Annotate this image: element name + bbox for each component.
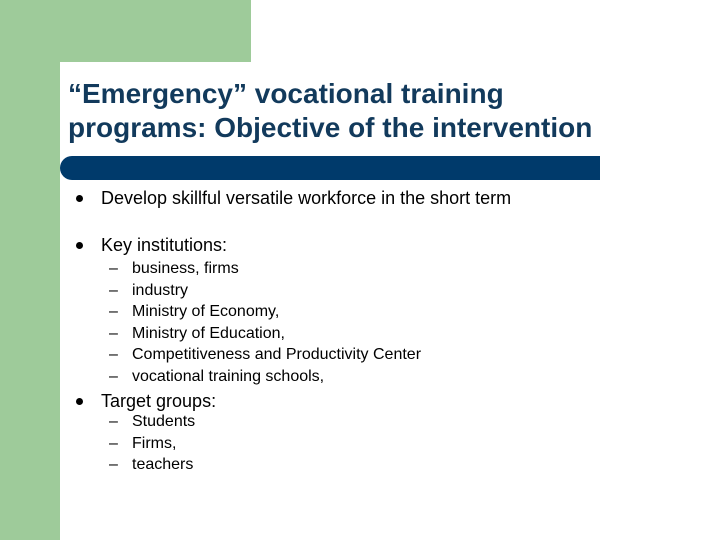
dash-icon: – <box>109 260 118 277</box>
sub-item-text: business, firms <box>132 260 239 277</box>
dash-icon: – <box>109 281 118 299</box>
sub-item-text: teachers <box>132 456 194 473</box>
sub-item-text: Ministry of Economy, <box>132 303 280 320</box>
sub-item-text: Competitiveness and Productivity Center <box>132 346 422 363</box>
dash-icon: – <box>109 456 118 473</box>
sub-item-text: vocational training schools, <box>132 367 325 385</box>
dash-icon: – <box>109 346 118 363</box>
dash-icon: – <box>109 434 118 452</box>
bullet-dot-icon <box>76 242 83 249</box>
top-accent-block <box>0 0 251 62</box>
dash-icon: – <box>109 324 118 342</box>
sub-item-text: Students <box>132 413 196 430</box>
sub-item-text: Firms, <box>132 434 177 452</box>
bullet-text: Develop skillful versatile workforce in the short term <box>101 188 512 208</box>
slide-title-line-2: programs: Objective of the intervention <box>68 112 593 143</box>
bullet-dot-icon <box>76 195 83 202</box>
bullet-text: Target groups: <box>101 391 217 411</box>
sub-item-text: Ministry of Education, <box>132 324 285 342</box>
dash-icon: – <box>109 303 118 320</box>
dash-icon: – <box>109 367 118 385</box>
slide-title-line-1: “Emergency” vocational training <box>68 78 504 109</box>
title-rule <box>60 156 600 180</box>
bullet-text: Key institutions: <box>101 235 228 255</box>
sub-item-text: industry <box>132 281 189 299</box>
slide-title <box>68 77 708 145</box>
bullet-dot-icon <box>76 398 83 405</box>
left-accent-bar <box>0 0 60 540</box>
dash-icon: – <box>109 413 118 430</box>
